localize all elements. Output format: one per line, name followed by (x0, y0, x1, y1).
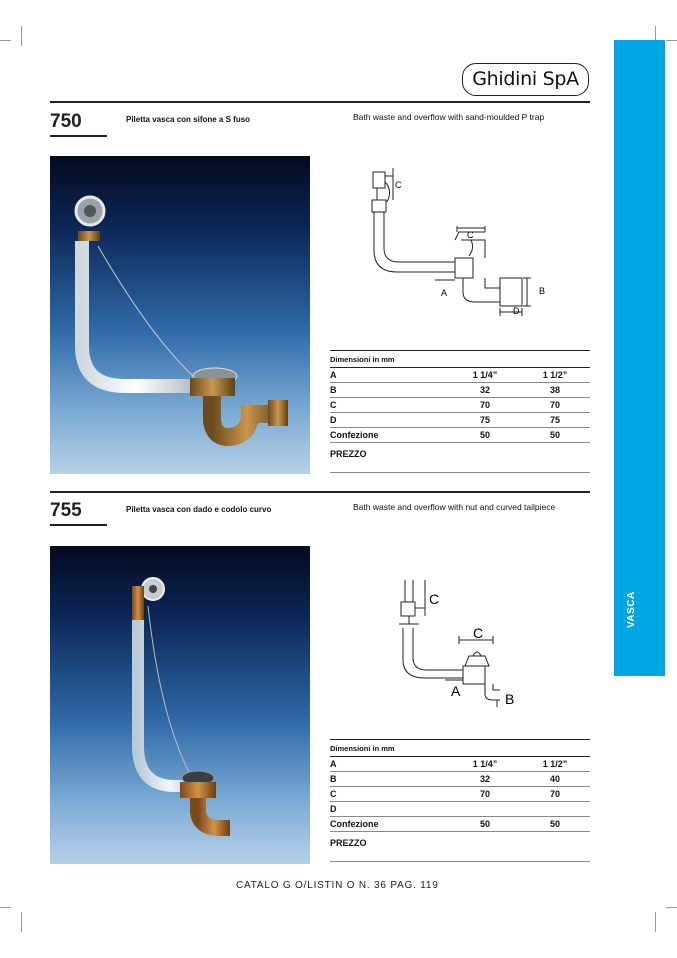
product-title-it: Piletta vasca con sifone a S fuso (126, 115, 251, 124)
crop-mark (0, 40, 11, 41)
section-rule (50, 491, 590, 493)
table-row: Confezione 50 50 (330, 817, 590, 832)
diagram-label-c: C (467, 230, 474, 240)
crop-mark (666, 907, 677, 908)
crop-mark (666, 40, 677, 41)
diagram-label-a: A (441, 288, 448, 298)
product-photo (50, 546, 310, 864)
diagram-label-c: C (395, 180, 402, 190)
crop-mark (21, 26, 22, 46)
diagram-label-a: A (451, 683, 461, 699)
product-title-en: Bath waste and overflow with nut and curved tailpiece (353, 502, 556, 512)
table-row: C 70 70 (330, 787, 590, 802)
dimensions-table (330, 739, 590, 832)
crop-mark (0, 907, 11, 908)
product-code-underline (50, 135, 107, 137)
diagram-label-d: D (513, 306, 520, 316)
table-row: D 75 75 (330, 413, 590, 428)
table-row: C 70 70 (330, 398, 590, 413)
crop-mark (655, 912, 656, 932)
bath-waste-photo-illustration (50, 156, 310, 474)
table-row: B 32 38 (330, 383, 590, 398)
technical-diagram (385, 572, 545, 712)
header-rule (50, 101, 590, 103)
bath-waste-photo-illustration (50, 546, 310, 864)
side-tab-label: VASCA (626, 591, 637, 628)
crop-mark (21, 912, 22, 932)
side-tab (614, 40, 665, 676)
table-header: Dimensioni in mm (330, 740, 590, 757)
page-footer: CATALO G O/LISTIN O N. 36 PAG. 119 (236, 880, 439, 891)
dimensions-table (330, 350, 590, 443)
price-label: PREZZO (330, 449, 367, 459)
diagram-label-c: C (429, 591, 440, 607)
diagram-label-b: B (505, 691, 515, 707)
technical-diagram (355, 160, 555, 320)
table-row: D (330, 802, 590, 817)
table-row: A 1 1/4” 1 1/2” (330, 757, 590, 772)
table-row: Confezione 50 50 (330, 428, 590, 443)
diagram-label-c: C (473, 625, 484, 641)
diagram-label-b: B (539, 286, 546, 296)
product-code: 750 (50, 111, 82, 132)
table-header: Dimensioni in mm (330, 351, 590, 368)
price-rule (330, 861, 590, 862)
table-row: B 32 40 (330, 772, 590, 787)
price-label: PREZZO (330, 838, 367, 848)
product-photo (50, 156, 310, 474)
product-code: 755 (50, 500, 82, 521)
product-title-it: Piletta vasca con dado e codolo curvo (126, 505, 272, 514)
brand-logo: Ghidini SpA (462, 63, 589, 96)
price-rule (330, 472, 590, 473)
product-code-underline (50, 524, 107, 526)
table-row: A 1 1/4” 1 1/2” (330, 368, 590, 383)
product-title-en: Bath waste and overflow with sand-moulded P trap (353, 112, 545, 122)
